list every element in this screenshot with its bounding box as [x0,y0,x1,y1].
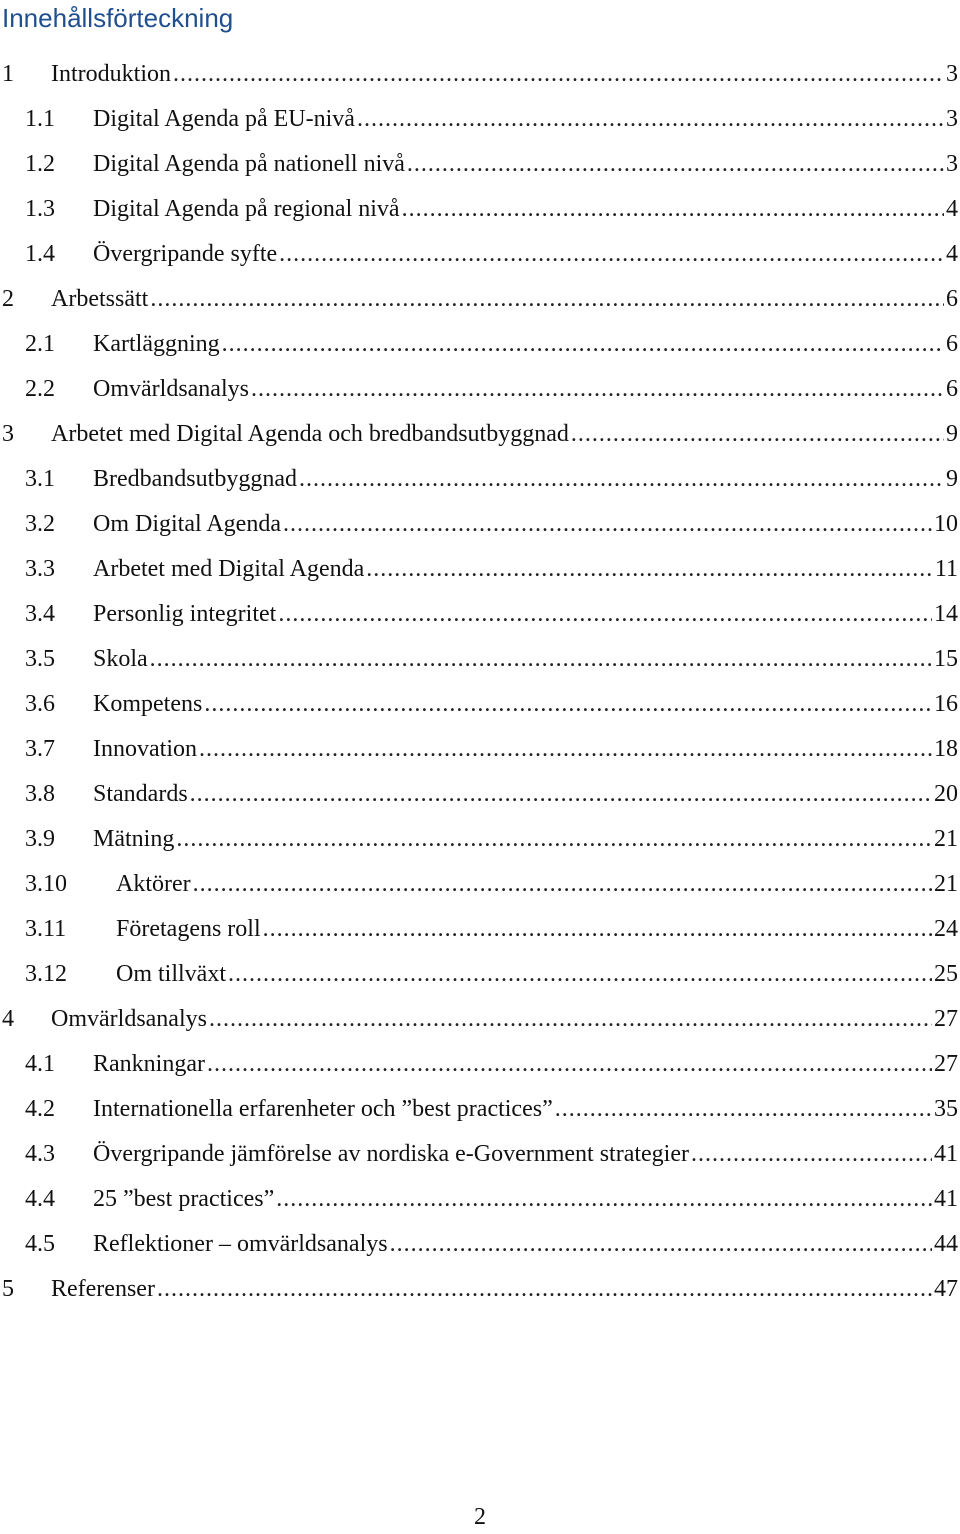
toc-entry-label: Personlig integritet [93,601,277,627]
toc-entry-label: Digital Agenda på regional nivå [93,196,400,222]
toc-list [0,52,960,1312]
toc-dot-leader [276,1177,932,1222]
toc-entry-page: 41 [934,1141,958,1167]
toc-entry[interactable] [0,322,960,367]
toc-dot-leader [251,367,944,412]
toc-entry-number: 1.3 [25,196,55,222]
toc-entry-page: 47 [934,1276,958,1302]
toc-entry[interactable] [0,952,960,997]
toc-entry-page: 3 [946,151,958,177]
toc-entry-label: Övergripande syfte [93,241,278,267]
toc-entry-page: 11 [934,556,958,582]
toc-entry-number: 4.3 [25,1141,55,1167]
toc-dot-leader [571,412,944,457]
toc-entry-page: 21 [934,826,958,852]
toc-entry-number: 3.8 [25,781,55,807]
toc-dot-leader [222,322,944,367]
toc-entry-number: 4.5 [25,1231,55,1257]
toc-entry-number: 1.4 [25,241,55,267]
toc-entry-label: Arbetet med Digital Agenda och bredbandsutbyggnad [51,421,569,447]
toc-entry[interactable] [0,682,960,727]
toc-entry-page: 44 [934,1231,958,1257]
toc-entry[interactable] [0,997,960,1042]
toc-entry-label: Innovation [93,736,197,762]
toc-dot-leader [279,232,944,277]
toc-entry[interactable] [0,97,960,142]
toc-entry-label: Aktörer [116,871,191,897]
toc-dot-leader [407,142,944,187]
toc-dot-leader [278,592,932,637]
toc-entry[interactable] [0,232,960,277]
toc-dot-leader [193,862,932,907]
toc-entry-number: 1.2 [25,151,55,177]
toc-entry[interactable] [0,862,960,907]
toc-entry-number: 1 [2,61,14,87]
toc-entry-number: 3.7 [25,736,55,762]
toc-dot-leader [228,952,932,997]
toc-entry-page: 35 [934,1096,958,1122]
toc-entry-number: 3.2 [25,511,55,537]
toc-entry-label: Omvärldsanalys [51,1006,207,1032]
toc-entry-number: 3.4 [25,601,55,627]
toc-entry-number: 3.6 [25,691,55,717]
toc-entry[interactable] [0,772,960,817]
toc-entry[interactable] [0,412,960,457]
toc-entry-label: Digital Agenda på nationell nivå [93,151,405,177]
toc-entry[interactable] [0,1042,960,1087]
toc-entry-page: 20 [934,781,958,807]
toc-entry-number: 3 [2,421,14,447]
toc-entry-label: Bredbandsutbyggnad [93,466,297,492]
toc-dot-leader [209,997,932,1042]
toc-entry-number: 1.1 [25,106,55,132]
toc-entry[interactable] [0,637,960,682]
toc-entry-number: 3.12 [25,961,67,987]
toc-entry-page: 41 [934,1186,958,1212]
toc-dot-leader [283,502,932,547]
toc-entry-label: Omvärldsanalys [93,376,249,402]
toc-entry[interactable] [0,907,960,952]
toc-dot-leader [176,817,932,862]
toc-entry-page: 14 [934,601,958,627]
toc-entry[interactable] [0,277,960,322]
toc-entry-number: 3.1 [25,466,55,492]
toc-entry-page: 4 [946,241,958,267]
toc-entry-page: 6 [946,331,958,357]
toc-entry[interactable] [0,52,960,97]
toc-dot-leader [173,52,944,97]
toc-entry[interactable] [0,1267,960,1312]
toc-entry-label: Internationella erfarenheter och ”best practices” [93,1096,553,1122]
toc-entry-number: 4 [2,1006,14,1032]
toc-entry-label: Om Digital Agenda [93,511,281,537]
toc-entry-label: Arbetssätt [51,286,149,312]
toc-dot-leader [390,1222,932,1267]
toc-entry-page: 18 [934,736,958,762]
toc-entry-number: 4.4 [25,1186,55,1212]
toc-entry-page: 21 [934,871,958,897]
toc-dot-leader [691,1132,932,1177]
toc-entry-page: 9 [946,421,958,447]
toc-entry-label: Digital Agenda på EU-nivå [93,106,355,132]
toc-entry-label: Företagens roll [116,916,261,942]
toc-dot-leader [150,277,944,322]
toc-entry-page: 9 [946,466,958,492]
toc-dot-leader [190,772,932,817]
toc-entry[interactable] [0,1132,960,1177]
toc-entry[interactable] [0,817,960,862]
toc-entry[interactable] [0,727,960,772]
toc-entry-page: 3 [946,106,958,132]
toc-dot-leader [157,1267,932,1312]
toc-entry[interactable] [0,502,960,547]
toc-entry-number: 4.2 [25,1096,55,1122]
toc-entry-number: 2.2 [25,376,55,402]
toc-entry[interactable] [0,547,960,592]
toc-entry-label: Introduktion [51,61,171,87]
toc-entry-label: Om tillväxt [116,961,226,987]
toc-entry-label: Övergripande jämförelse av nordiska e-Government strategier [93,1141,689,1167]
toc-entry-label: 25 ”best practices” [93,1186,275,1212]
toc-entry-label: Standards [93,781,188,807]
toc-dot-leader [357,97,944,142]
toc-entry-number: 3.9 [25,826,55,852]
toc-entry-page: 6 [946,286,958,312]
toc-entry[interactable] [0,1087,960,1132]
toc-entry[interactable] [0,1222,960,1267]
toc-entry-number: 4.1 [25,1051,55,1077]
toc-entry-number: 3.10 [25,871,67,897]
toc-dot-leader [199,727,932,772]
toc-entry-number: 3.11 [25,916,67,942]
toc-dot-leader [150,637,932,682]
toc-entry-page: 4 [946,196,958,222]
toc-entry[interactable] [0,592,960,637]
toc-dot-leader [555,1087,932,1132]
toc-entry-label: Mätning [93,826,175,852]
toc-entry-label: Referenser [51,1276,155,1302]
toc-entry[interactable] [0,1177,960,1222]
toc-entry-number: 3.3 [25,556,55,582]
toc-dot-leader [402,187,944,232]
toc-entry-page: 27 [934,1006,958,1032]
toc-entry-label: Kompetens [93,691,203,717]
page-number: 2 [474,1504,486,1530]
toc-title: Innehållsförteckning [2,3,234,33]
toc-dot-leader [207,1042,932,1087]
toc-entry-label: Rankningar [93,1051,205,1077]
toc-entry-page: 25 [934,961,958,987]
toc-entry[interactable] [0,187,960,232]
toc-entry-label: Kartläggning [93,331,220,357]
toc-entry-number: 3.5 [25,646,55,672]
toc-entry-number: 2.1 [25,331,55,357]
toc-entry-page: 6 [946,376,958,402]
toc-entry-label: Skola [93,646,148,672]
toc-entry-page: 16 [934,691,958,717]
toc-entry-page: 24 [934,916,958,942]
toc-entry-page: 10 [934,511,958,537]
toc-entry-page: 15 [934,646,958,672]
toc-dot-leader [204,682,932,727]
toc-entry[interactable] [0,142,960,187]
toc-entry[interactable] [0,457,960,502]
toc-entry-label: Arbetet med Digital Agenda [93,556,365,582]
toc-entry-number: 5 [2,1276,14,1302]
toc-dot-leader [366,547,933,592]
toc-entry-number: 2 [2,286,14,312]
toc-entry[interactable] [0,367,960,412]
toc-entry-label: Reflektioner – omvärldsanalys [93,1231,388,1257]
toc-dot-leader [299,457,944,502]
toc-dot-leader [263,907,932,952]
toc-entry-page: 3 [946,61,958,87]
toc-entry-page: 27 [934,1051,958,1077]
